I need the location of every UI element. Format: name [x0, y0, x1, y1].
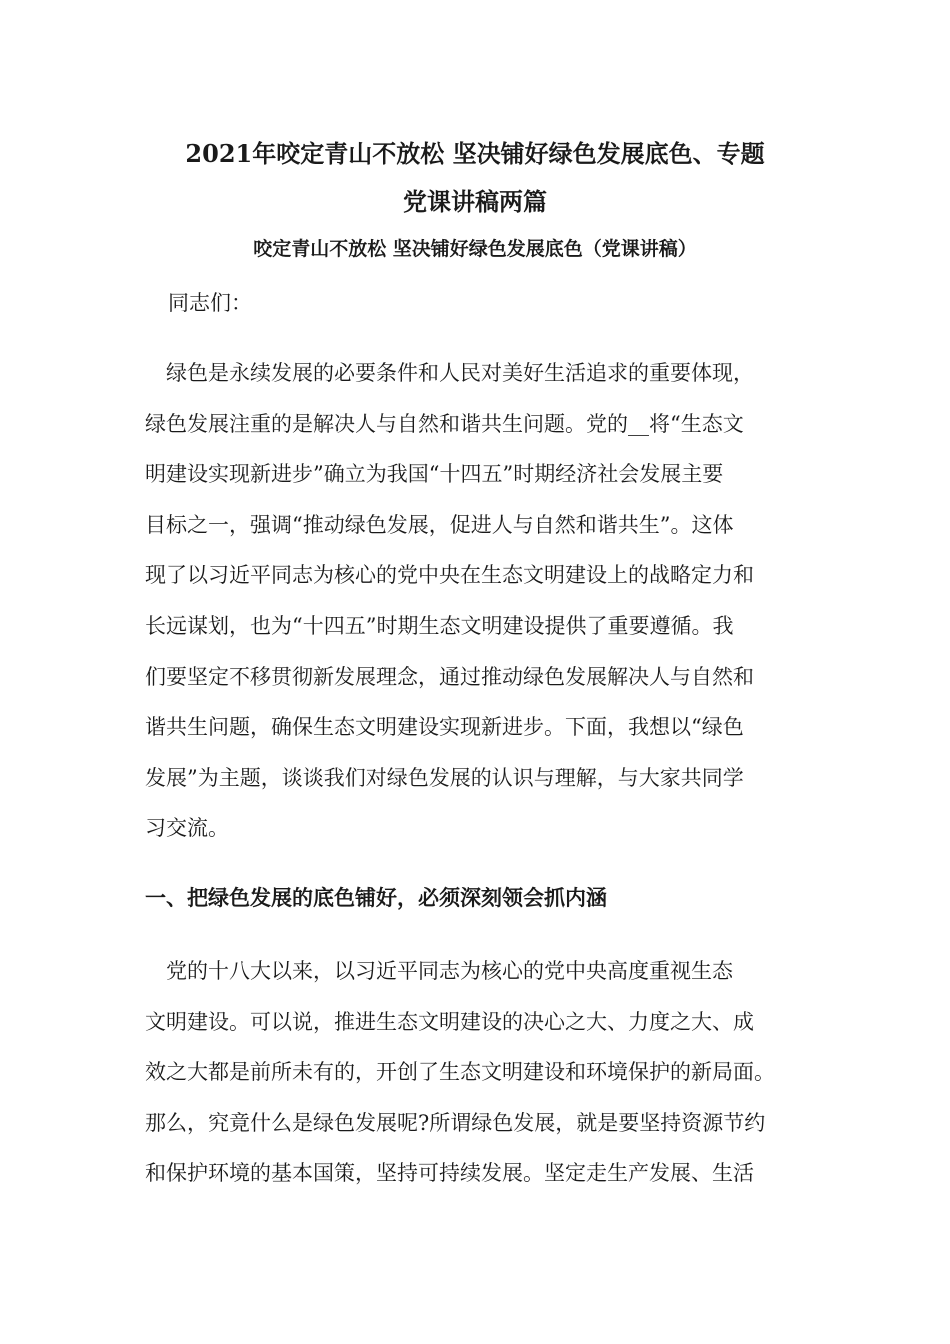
document-title-line-2: 党课讲稿两篇 [403, 187, 547, 216]
section-heading-1: 一、把绿色发展的底色铺好，必须深刻领会抓内涵 [145, 885, 607, 910]
paragraph-line: 们要坚定不移贯彻新发展理念，通过推动绿色发展解决人与自然和 [145, 664, 754, 689]
paragraph-line: 谐共生问题，确保生态文明建设实现新进步。下面，我想以“绿色 [145, 715, 744, 740]
paragraph-line: 党的十八大以来，以习近平同志为核心的党中央高度重视生态 [145, 959, 733, 983]
paragraph-line: 明建设实现新进步”确立为我国“十四五”时期经济社会发展主要 [145, 462, 724, 487]
document-title-line-1: 2021年咬定青山不放松 坚决铺好绿色发展底色、专题 [185, 139, 765, 168]
paragraph-line: 和保护环境的基本国策，坚持可持续发展。坚定走生产发展、生活 [145, 1161, 754, 1186]
paragraph-line: 绿色是永续发展的必要条件和人民对美好生活追求的重要体现， [145, 361, 754, 385]
paragraph-line: 目标之一，强调“推动绿色发展，促进人与自然和谐共生”。这体 [145, 512, 734, 537]
paragraph-line: 那么，究竟什么是绿色发展呢?所谓绿色发展，就是要坚持资源节约 [145, 1110, 766, 1135]
paragraph-line: 绿色发展注重的是解决人与自然和谐共生问题。党的__将“生态文 [145, 411, 744, 436]
paragraph-line: 习交流。 [145, 816, 229, 841]
paragraph-1 [145, 348, 805, 854]
paragraph-line: 文明建设。可以说，推进生态文明建设的决心之大、力度之大、成 [145, 1009, 754, 1034]
paragraph-2 [145, 946, 805, 1199]
paragraph-line: 长远谋划，也为“十四五”时期生态文明建设提供了重要遵循。我 [145, 613, 734, 638]
paragraph-line: 现了以习近平同志为核心的党中央在生态文明建设上的战略定力和 [145, 563, 754, 588]
paragraph-line: 发展”为主题，谈谈我们对绿色发展的认识与理解，与大家共同学 [145, 765, 744, 790]
document-subtitle: 咬定青山不放松 坚决铺好绿色发展底色（党课讲稿） [253, 238, 697, 260]
paragraph-line: 效之大都是前所未有的，开创了生态文明建设和环境保护的新局面。 [145, 1060, 775, 1085]
salutation: 同志们： [168, 291, 252, 315]
